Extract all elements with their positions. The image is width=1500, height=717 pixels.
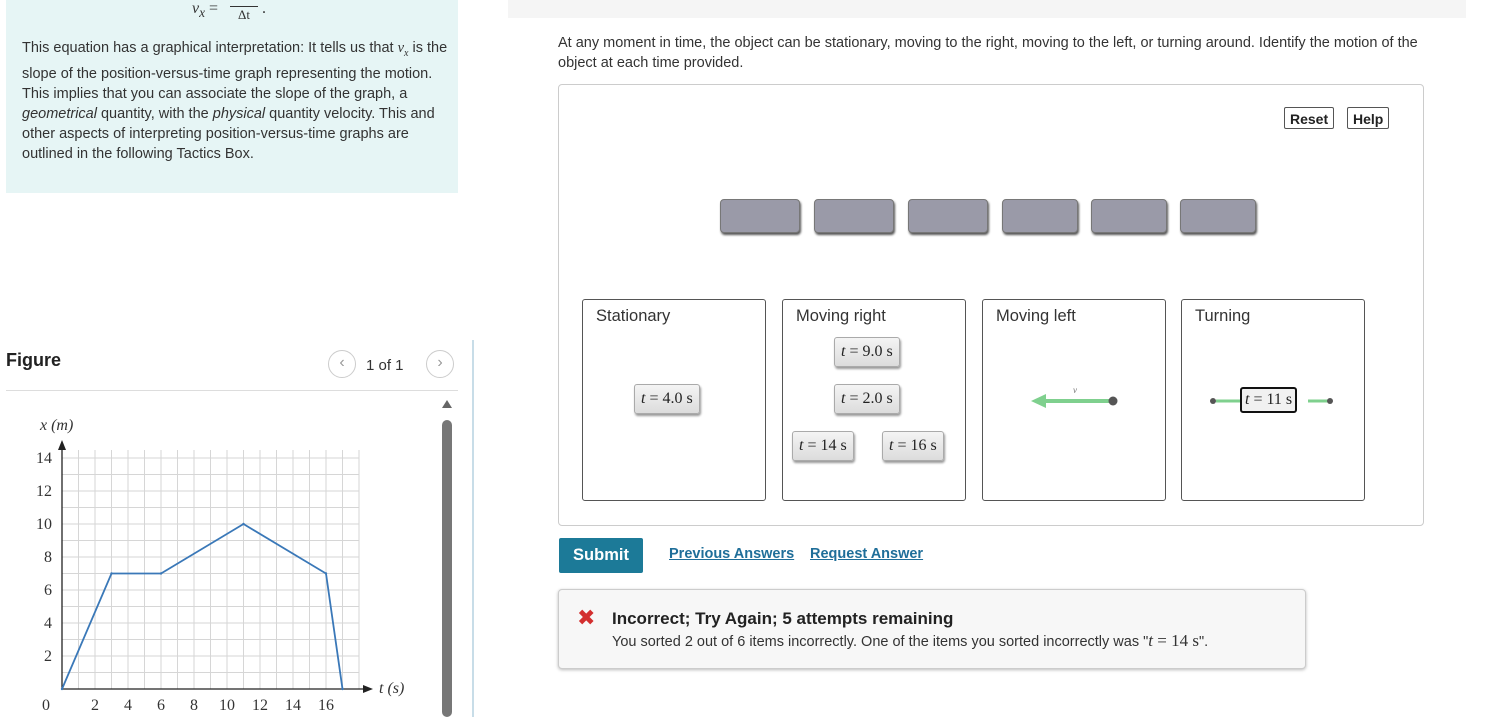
previous-answers-link[interactable]: Previous Answers xyxy=(669,546,795,562)
chip-t: t xyxy=(841,343,846,360)
bin-moving-right[interactable] xyxy=(782,299,966,501)
chip-eq: = xyxy=(845,343,863,360)
figure-title: Figure xyxy=(6,350,62,370)
bin-label: Turning xyxy=(1195,307,1251,325)
bin-moving-left[interactable] xyxy=(982,299,1166,501)
help-button[interactable]: Help xyxy=(1347,107,1389,129)
chip-unit: s xyxy=(882,343,893,360)
reset-button[interactable]: Reset xyxy=(1284,107,1334,129)
x-axis-label: t (s) xyxy=(379,680,405,697)
x-mark-icon: ✖ xyxy=(577,605,596,630)
y-tick-label: 10 xyxy=(36,516,52,533)
intro-part-3: quantity, with the xyxy=(96,105,213,122)
feedback-value: 14 xyxy=(1171,631,1189,650)
x-tick-label: 0 xyxy=(42,697,50,714)
empty-slot[interactable] xyxy=(908,199,988,233)
data-point xyxy=(325,572,327,574)
position-time-graph xyxy=(0,398,436,717)
scrollbar-thumb[interactable] xyxy=(442,420,452,717)
empty-slot[interactable] xyxy=(720,199,800,233)
feedback-title: Incorrect; Try Again; 5 attempts remaining xyxy=(612,609,954,628)
chip-unit: s xyxy=(1281,391,1293,408)
pager-next-button[interactable] xyxy=(426,350,454,378)
chip-value: 2.0 xyxy=(862,390,883,407)
chip-eq: = xyxy=(645,390,663,407)
data-point xyxy=(242,523,244,525)
chip-t-11[interactable] xyxy=(1240,387,1297,413)
left-pane xyxy=(0,0,472,717)
chip-t-2[interactable] xyxy=(834,384,900,414)
question-prompt: At any moment in time, the object can be stationary, moving to the right, moving to the left, or turning around. Identify the motion of the object at each time provided. xyxy=(558,35,1418,71)
empty-slot[interactable] xyxy=(814,199,894,233)
vx-symbol: v xyxy=(397,40,405,56)
chip-unit: s xyxy=(682,390,693,407)
equation-denominator: Δt xyxy=(238,7,250,22)
empty-slot[interactable] xyxy=(1002,199,1078,233)
x-tick-label: 12 xyxy=(252,697,268,714)
chip-unit: s xyxy=(926,437,937,454)
y-tick-label: 4 xyxy=(44,615,52,632)
x-tick-label: 10 xyxy=(219,697,235,714)
empty-slot[interactable] xyxy=(1180,199,1256,233)
y-tick-label: 14 xyxy=(36,450,52,467)
y-tick-label: 12 xyxy=(36,483,52,500)
scroll-up-arrow-icon[interactable] xyxy=(442,400,452,408)
empty-slot[interactable] xyxy=(1091,199,1167,233)
feedback-prefix: You sorted 2 out of 6 items incorrectly. One of the items you sorted incorrectly was " xyxy=(612,634,1149,650)
chip-t: t xyxy=(799,437,804,454)
chip-value: 4.0 xyxy=(662,390,683,407)
chip-value: 11 xyxy=(1266,391,1282,408)
data-point xyxy=(341,688,343,690)
chevron-left-icon: ‹ xyxy=(339,354,345,371)
pane-divider[interactable] xyxy=(472,340,474,717)
chip-value: 16 xyxy=(910,437,927,454)
intro-box xyxy=(6,0,458,193)
chip-unit: s xyxy=(882,390,893,407)
chip-t: t xyxy=(841,390,846,407)
y-axis-label: x (m) xyxy=(40,417,74,434)
drag-and-drop-panel xyxy=(558,84,1424,526)
x-tick-label: 14 xyxy=(285,697,301,714)
x-tick-label: 4 xyxy=(124,697,132,714)
feedback-eq: = xyxy=(1153,631,1172,650)
pager-prev-button[interactable] xyxy=(328,350,356,378)
feedback-detail xyxy=(612,631,1208,651)
chip-t: t xyxy=(889,437,894,454)
chip-t-14[interactable] xyxy=(792,431,854,461)
chip-unit: s xyxy=(836,437,847,454)
chip-t-16[interactable] xyxy=(882,431,944,461)
equation-period: . xyxy=(262,0,266,17)
chip-eq: = xyxy=(1249,391,1267,408)
x-tick-label: 16 xyxy=(318,697,334,714)
figure-header xyxy=(6,346,458,391)
x-axis-arrow-icon xyxy=(363,685,373,693)
bin-stationary[interactable] xyxy=(582,299,766,501)
chip-eq: = xyxy=(845,390,863,407)
chevron-right-icon: › xyxy=(437,354,443,371)
y-tick-label: 6 xyxy=(44,582,52,599)
chip-value: 14 xyxy=(820,437,837,454)
y-axis-arrow-icon xyxy=(58,440,66,450)
x-tick-label: 6 xyxy=(157,697,165,714)
vx-subscript: x xyxy=(404,47,409,59)
intro-text xyxy=(22,38,448,164)
top-strip xyxy=(508,0,1466,18)
intro-physical: physical xyxy=(212,105,266,122)
y-tick-label: 8 xyxy=(44,549,52,566)
y-tick-label: 2 xyxy=(44,648,52,665)
intro-part-4: quantity velocity. This and other aspects of interpreting position-versus-time graphs are outlined in the following Tactics Box. xyxy=(22,105,435,162)
x-tick-label: 2 xyxy=(91,697,99,714)
equation-lhs: v xyxy=(192,0,200,17)
x-tick-label: 8 xyxy=(190,697,198,714)
chip-t-9[interactable] xyxy=(834,337,900,367)
data-point xyxy=(160,572,162,574)
chip-value: 9.0 xyxy=(862,343,883,360)
figure-scrollbar[interactable] xyxy=(440,398,454,717)
chip-t: t xyxy=(1245,391,1250,408)
left-velocity-arrow-icon xyxy=(1029,382,1129,412)
equation-equals: = xyxy=(209,0,219,17)
intro-part-1: This equation has a graphical interpretation: It tells us that xyxy=(22,40,398,56)
intro-geometrical: geometrical xyxy=(22,105,97,122)
data-point xyxy=(110,572,112,574)
request-answer-link[interactable]: Request Answer xyxy=(810,546,924,562)
chip-eq: = xyxy=(893,437,911,454)
feedback-box xyxy=(558,589,1306,669)
feedback-unit: s xyxy=(1188,631,1199,650)
velocity-equation xyxy=(192,0,266,22)
bin-label: Moving left xyxy=(996,307,1076,325)
chip-t-4[interactable] xyxy=(634,384,700,414)
equation-lhs-sub: x xyxy=(199,5,206,21)
bin-turning[interactable] xyxy=(1181,299,1365,501)
pager-count: 1 of 1 xyxy=(366,357,404,374)
data-point xyxy=(61,688,63,690)
feedback-suffix: ". xyxy=(1198,634,1209,650)
bin-label: Stationary xyxy=(596,307,671,325)
intro-part-2: is the slope of the position-versus-time graph representing the motion. This implies that you can associate the slope of the graph, a xyxy=(22,40,448,102)
submit-button[interactable]: Submit xyxy=(559,538,643,573)
bin-label: Moving right xyxy=(796,307,886,325)
vector-v-label: v⃗ xyxy=(1073,385,1084,395)
feedback-t: t xyxy=(1148,631,1153,650)
chip-t: t xyxy=(641,390,646,407)
chip-eq: = xyxy=(803,437,821,454)
